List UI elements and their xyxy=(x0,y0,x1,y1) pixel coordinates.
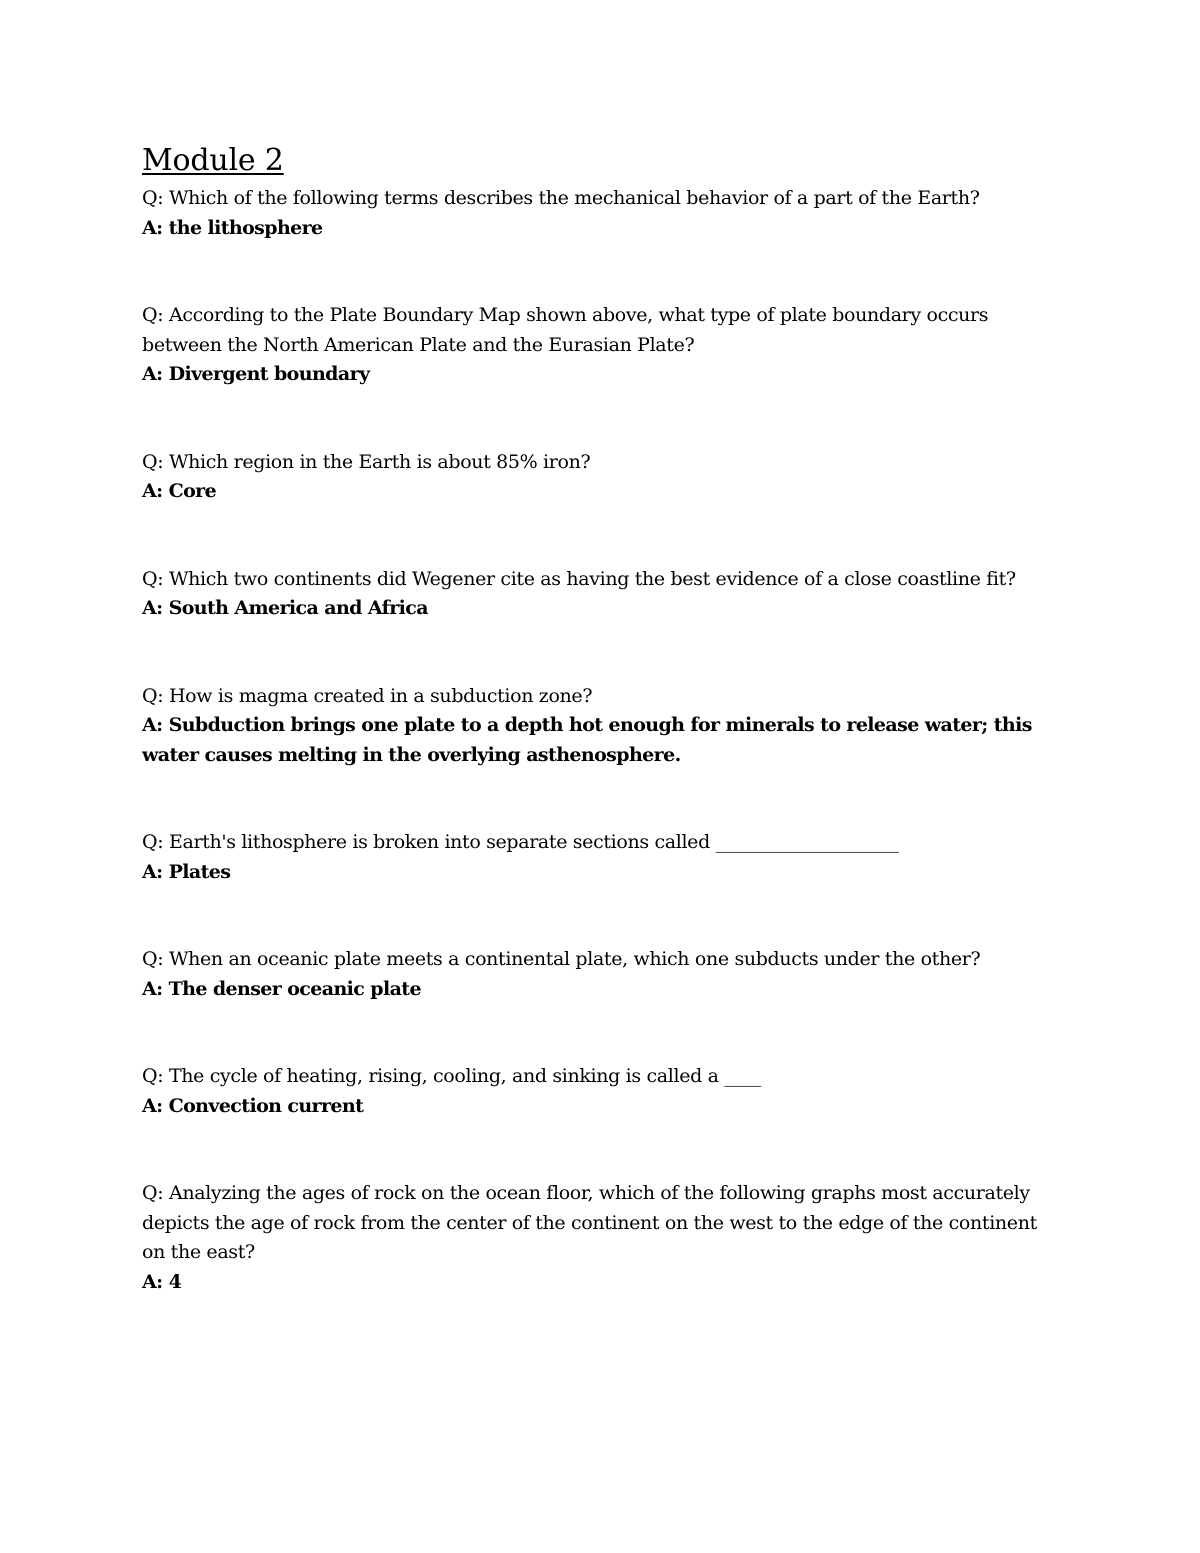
qa-item-9 xyxy=(142,1179,1062,1297)
question-6: Q: Earth's lithosphere is broken into separate sections called ____________________ xyxy=(142,831,899,853)
question-7: Q: When an oceanic plate meets a continental plate, which one subducts under the other? xyxy=(142,948,981,970)
document-page xyxy=(142,142,1062,1297)
spacer xyxy=(142,770,1062,828)
qa-item-2 xyxy=(142,301,1062,390)
answer-8: A: Convection current xyxy=(142,1094,364,1117)
qa-item-8 xyxy=(142,1062,1062,1121)
question-8: Q: The cycle of heating, rising, cooling, and sinking is called a ____ xyxy=(142,1065,761,1087)
qa-item-3 xyxy=(142,448,1062,507)
question-9: Q: Analyzing the ages of rock on the ocean floor, which of the following graphs most accurately depicts the age of rock from the center of the continent on the west to the edge of the continent on the east? xyxy=(142,1182,1037,1263)
answer-9: A: 4 xyxy=(142,1270,182,1293)
spacer xyxy=(142,1121,1062,1179)
spacer xyxy=(142,390,1062,448)
question-4: Q: Which two continents did Wegener cite as having the best evidence of a close coastline fit? xyxy=(142,567,1016,590)
question-2: Q: According to the Plate Boundary Map shown above, what type of plate boundary occurs between the North American Plate and the Eurasian Plate? xyxy=(142,304,989,356)
page-title: Module 2 xyxy=(142,143,284,178)
qa-item-1 xyxy=(142,184,1062,243)
answer-3: A: Core xyxy=(142,480,217,502)
qa-item-6 xyxy=(142,828,1062,887)
spacer xyxy=(142,887,1062,945)
answer-6: A: Plates xyxy=(142,860,231,883)
spacer xyxy=(142,243,1062,301)
qa-item-5 xyxy=(142,682,1062,771)
spacer xyxy=(142,624,1062,682)
answer-7: A: The denser oceanic plate xyxy=(142,977,421,1000)
answer-2: A: Divergent boundary xyxy=(142,363,370,385)
spacer xyxy=(142,507,1062,565)
spacer xyxy=(142,1004,1062,1062)
qa-item-7 xyxy=(142,945,1062,1004)
answer-4: A: South America and Africa xyxy=(142,597,428,619)
qa-item-4 xyxy=(142,565,1062,624)
question-5: Q: How is magma created in a subduction zone? xyxy=(142,684,593,707)
question-1: Q: Which of the following terms describes the mechanical behavior of a part of the Earth? xyxy=(142,187,980,209)
answer-1: A: the lithosphere xyxy=(142,216,323,239)
question-3: Q: Which region in the Earth is about 85% iron? xyxy=(142,450,591,473)
answer-5: A: Subduction brings one plate to a depth hot enough for minerals to release water; this water causes melting in the overlying asthenosphere. xyxy=(142,714,1032,766)
